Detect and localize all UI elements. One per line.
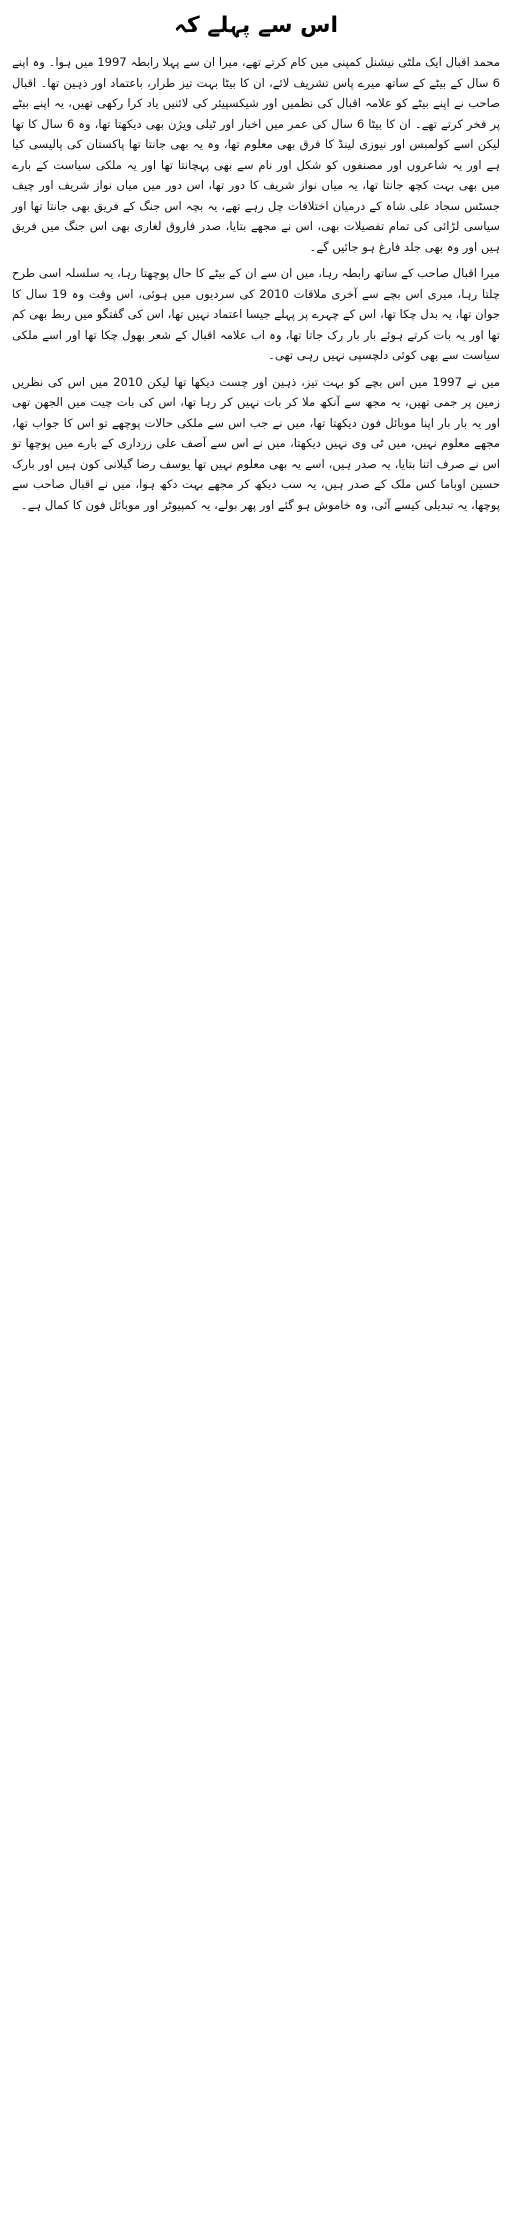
article-paragraph: میرا اقبال صاحب کے ساتھ رابطہ رہا، میں ان سے ان کے بیٹے کا حال پوچھتا رہا، یہ سلسلہ اسی طرح چلتا رہا، میری اس بچے سے آخری ملاقات 2010 کی سردیوں میں ہوئی، اس وقت وہ 19 سال کا جوان تھا، یہ بدل چکا تھا، اس کے چہرے پر پہلے جیسا اعتماد نہیں تھا، اس کی گفتگو میں ربط بھی کم تھا اور یہ بات کرتے ہوئے بار بار رک جاتا تھا، وہ اب علامہ اقبال کے شعر بھول چکا تھا اور اسے ملکی سیاست سے بھی کوئی دلچسپی نہیں رہی تھی۔ — [11, 266, 500, 362]
article-paragraph: محمد اقبال ایک ملٹی نیشنل کمپنی میں کام کرتے تھے، میرا ان سے پہلا رابطہ 1997 میں ہوا۔ وہ اپنے 6 سال کے بیٹے کے ساتھ میرے پاس تشریف لائے، ان کا بیٹا بہت تیز طرار، باعتماد اور ذہین تھا۔ اقبال صاحب نے اپنے بیٹے کو علامہ اقبال کی نظمیں اور شیکسپیئر کی لائنیں یاد کرا رکھی تھیں، یہ اپنے بیٹے پر فخر کرتے تھے۔ ان کا بیٹا 6 سال کی عمر میں اخبار اور ٹیلی ویژن بھی دیکھتا تھا، وہ 6 سال کا تھا لیکن اسے کولمبس اور نیوزی لینڈ کا فرق بھی معلوم تھا، وہ یہ بھی جانتا تھا پاکستان کی پالیسی کیا ہے اور یہ شاعروں اور مصنفوں کو شکل اور نام سے بھی پہچانتا تھا اور یہ ملکی سیاست کے بارے میں بھی بہت کچھ جانتا تھا، یہ میاں نواز شریف کا دور تھا، اس دور میں میاں نواز شریف اور چیف جسٹس سجاد علی شاہ کے درمیان اختلافات چل رہے تھے، یہ بچہ اس جنگ کے فریق بھی جانتا تھا اور سیاسی لڑائی کی تمام تفصیلات بھی، اس نے مجھے بتایا، صدر فاروق لغاری بھی اس جنگ میں فریق ہیں اور وہ بھی جلد فارغ ہو جائیں گے۔ — [12, 55, 500, 254]
article-body — [12, 52, 500, 515]
article-title: اس سے پہلے کہ — [173, 13, 339, 38]
article-paragraph: میں نے 1997 میں اس بچے کو بہت تیز، ذہین اور چست دیکھا تھا لیکن 2010 میں اس کی نظریں زمین پر جمی تھیں، یہ مجھ سے آنکھ ملا کر بات نہیں کر رہا تھا، اس کی بات چیت میں الجھن تھی اور یہ بار بار اپنا موبائل فون دیکھتا تھا، میں نے جب اس سے ملکی حالات پوچھے تو اس کا جواب تھا، مجھے معلوم نہیں، میں ٹی وی نہیں دیکھتا، میں نے اس سے آصف علی زرداری کے بارے میں پوچھا تو اس نے صرف اتنا بتایا، یہ صدر ہیں، اسے یہ بھی معلوم نہیں تھا یوسف رضا گیلانی کون ہیں اور بارک حسین اوباما کس ملک کے صدر ہیں، یہ سب دیکھ کر مجھے بہت دکھ ہوا، میں نے اقبال صاحب سے پوچھا، یہ تبدیلی کیسے آئی، وہ خاموش ہو گئے اور پھر بولے، یہ کمپیوٹر اور موبائل فون کا کمال ہے۔ — [12, 374, 500, 512]
